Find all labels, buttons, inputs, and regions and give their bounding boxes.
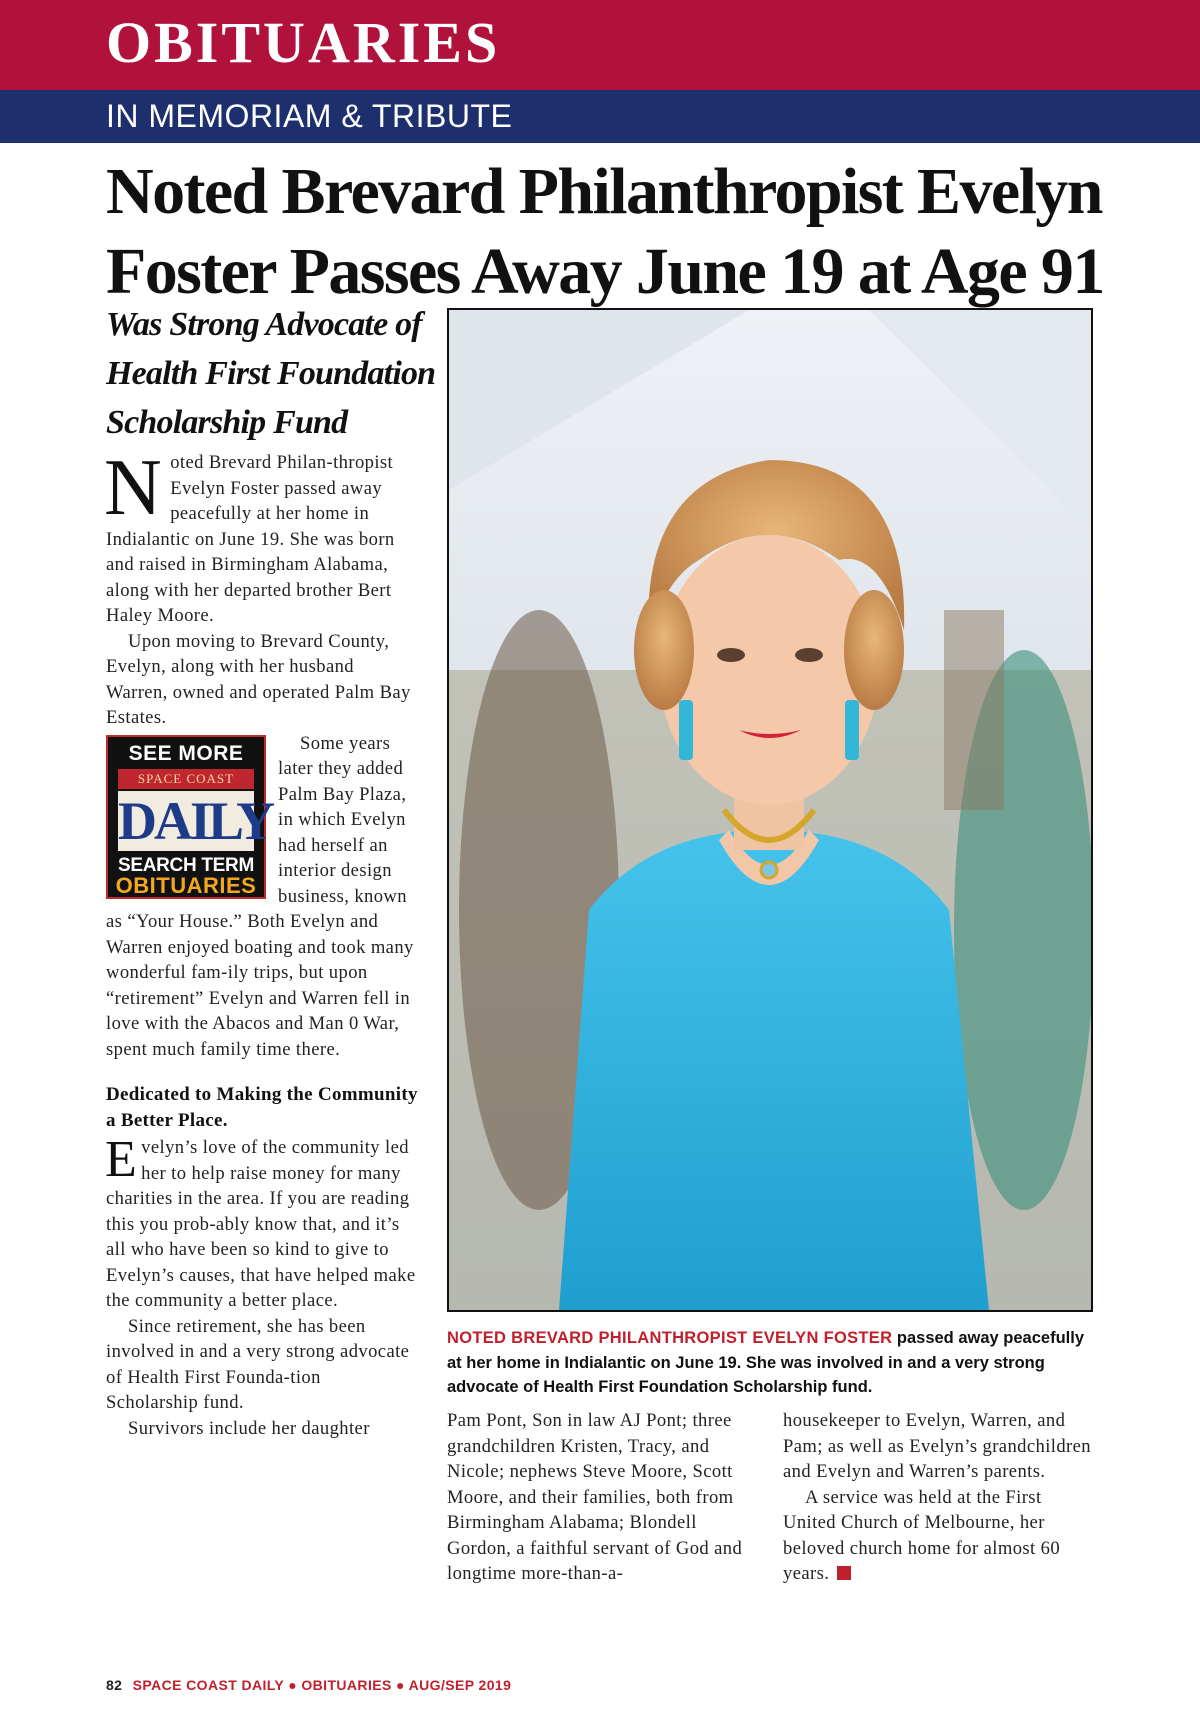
article-column-3 <box>783 1408 1093 1587</box>
footer-issue: AUG/SEP 2019 <box>408 1677 512 1693</box>
badge-daily-logo: DAILY <box>118 790 273 851</box>
paragraph-5: Since retirement, she has been involved in and a very strong advocate of Health First Founda-tion Scholarship fund. <box>106 1315 410 1413</box>
deck-line-3: Scholarship Fund <box>106 404 348 441</box>
footer-bullet-icon: ● <box>288 1677 298 1693</box>
drop-cap-2: E <box>105 1131 138 1188</box>
caption-lead: NOTED BREVARD PHILANTHROPIST EVELYN FOSTER <box>447 1329 893 1347</box>
paragraph-3: Some years later they added Palm Bay Plaza, in which Evelyn had herself an interior design business, known as “Your House.” Both Evelyn and Warren enjoyed boating and took many wonderful fam-ily trips, but upon “retirement” Evelyn and Warren fell in love with the Abacos and Man 0 War, spent much family time there. <box>106 732 414 1060</box>
section-banner <box>0 0 1200 90</box>
portrait-illustration <box>449 310 1091 1310</box>
section-title: OBITUARIES <box>106 10 501 75</box>
article-column-1 <box>104 444 418 1441</box>
deck-line-1: Was Strong Advocate of <box>106 306 422 343</box>
article-deck <box>106 300 436 447</box>
badge-obituaries: OBITUARIES <box>115 872 257 898</box>
badge-see-more: SEE MORE <box>128 741 244 765</box>
badge-space-coast: SPACE COAST <box>118 769 254 789</box>
paragraph-9: A service was held at the First United Church of Melbourne, her beloved church home for almost 60 years. <box>783 1486 1061 1584</box>
subsection-title: IN MEMORIAM & TRIBUTE <box>106 98 513 134</box>
drop-cap: N <box>104 444 163 532</box>
paragraph-2: Upon moving to Brevard County, Evelyn, along with her husband Warren, owned and operated Palm Bay Estates. <box>106 630 411 728</box>
paragraph-7: Pam Pont, Son in law AJ Pont; three grandchildren Kristen, Tracy, and Nicole; nephews Steve Moore, Scott Moore, and their families, both from Birmingham Alabama; Blondell Gordon, a faithful servant of God and longtime more-than-a- <box>447 1410 743 1584</box>
portrait-photo <box>447 308 1093 1312</box>
paragraph-8: housekeeper to Evelyn, Warren, and Pam; as well as Evelyn’s grandchildren and Evelyn and Warren’s parents. <box>783 1410 1091 1482</box>
paragraph-4: Evelyn’s love of the community led her to help raise money for many charities in the area. If you are reading this you prob-ably know that, and it’s all who have been so kind to give to Evelyn’s causes, that have helped make the community a better place. <box>105 1131 416 1311</box>
paragraph-6: Survivors include her daughter <box>128 1417 370 1439</box>
article-headline <box>106 152 1106 312</box>
end-mark-icon <box>837 1566 851 1580</box>
footer-section: OBITUARIES <box>301 1677 392 1693</box>
headline-line-1: Noted Brevard Philanthropist Evelyn <box>106 155 1102 228</box>
article-column-2 <box>447 1408 757 1587</box>
see-more-badge[interactable] <box>106 735 273 899</box>
deck-line-2: Health First Foundation <box>106 355 436 392</box>
caption-text: passed away peacefully at her home in Indialantic on June 19. She was involved in and a very strong advocate of Health First Foundation Scholarship fund. <box>447 1329 1084 1396</box>
article-subhead: Dedicated to Making the Community a Better Place. <box>106 1084 418 1131</box>
photo-caption <box>447 1326 1097 1400</box>
paragraph-1: Noted Brevard Philan-thropist Evelyn Foster passed away peacefully at her home in Indialantic on June 19. She was born and raised in Birmingham Alabama, along with her departed brother Bert Haley Moore. <box>104 444 395 626</box>
badge-search-term: SEARCH TERM <box>117 854 255 876</box>
page-number: 82 <box>106 1677 123 1693</box>
footer-publication: SPACE COAST DAILY <box>132 1677 284 1693</box>
page-footer <box>106 1677 511 1693</box>
subsection-banner <box>0 90 1200 143</box>
headline-line-2: Foster Passes Away June 19 at Age 91 <box>106 235 1104 308</box>
footer-bullet-icon: ● <box>396 1677 405 1693</box>
